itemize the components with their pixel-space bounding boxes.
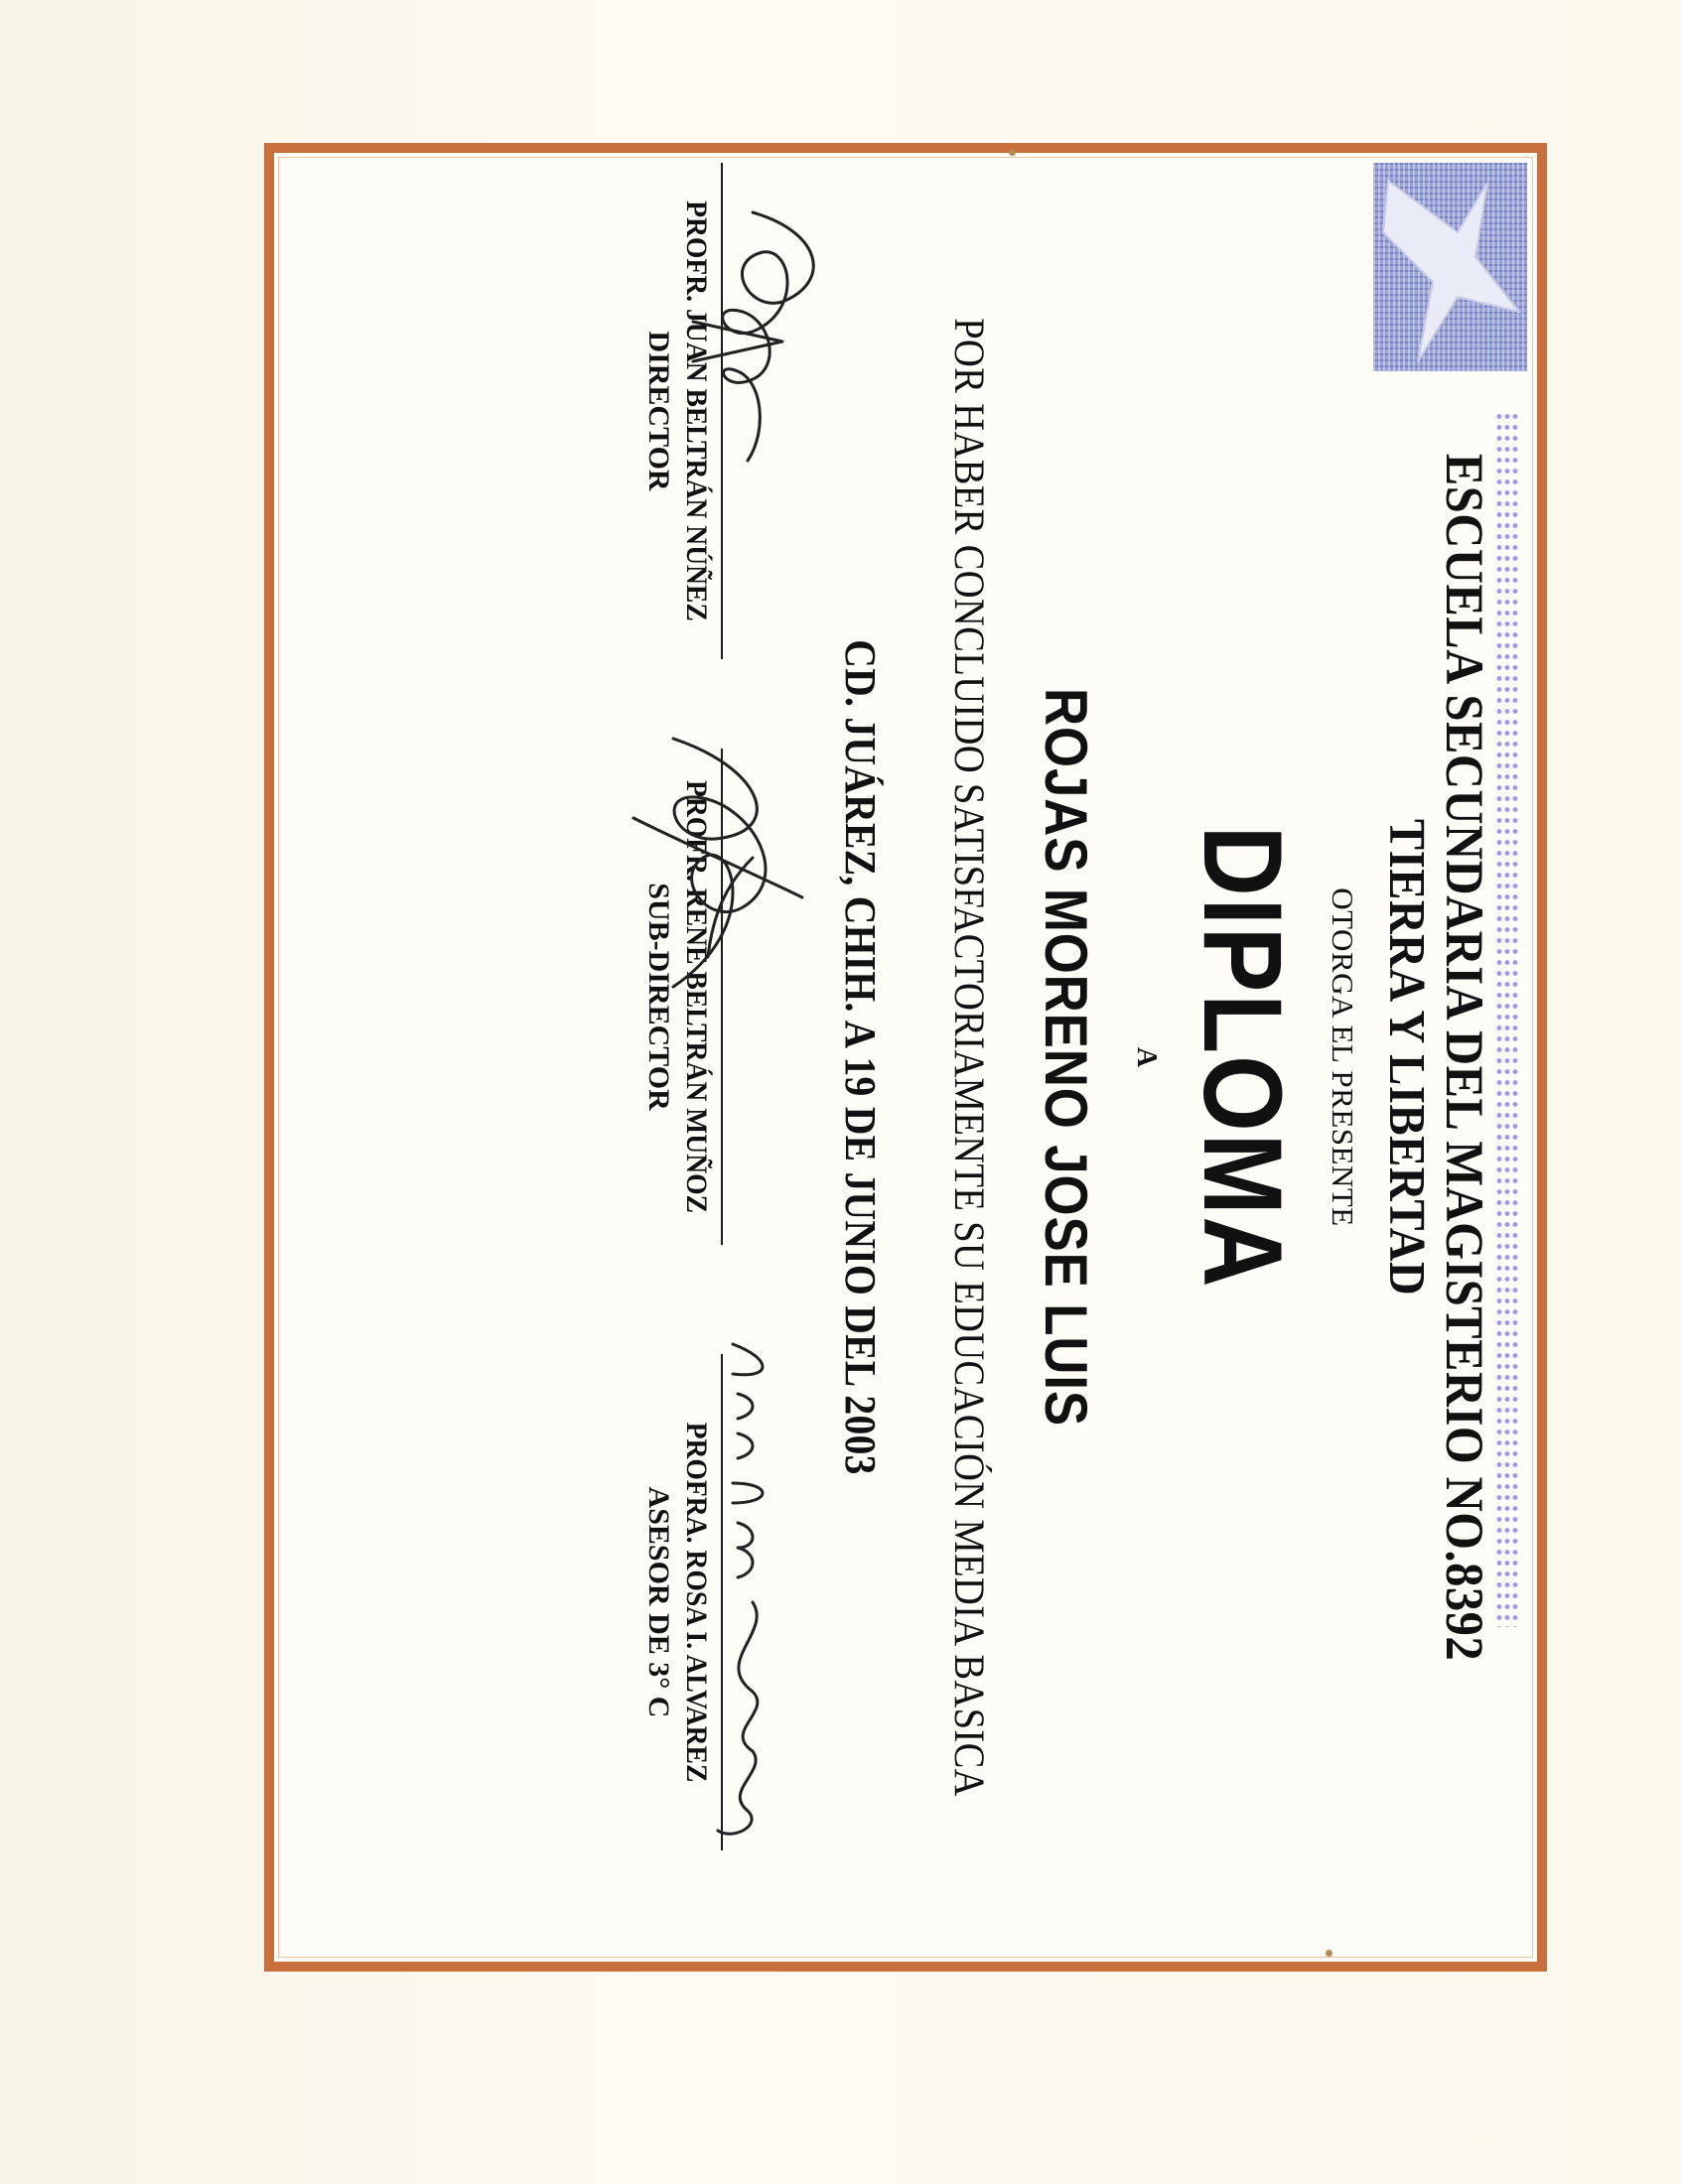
signatory-name: PROFR. RENE BELTRÁN MUÑOZ xyxy=(680,779,713,1214)
signatory-role: SUB-DIRECTOR xyxy=(642,883,675,1111)
signatory-role: ASESOR DE 3° C xyxy=(642,1486,675,1718)
school-motto: TIERRA Y LIBERTAD xyxy=(1378,818,1435,1297)
preposition-text: A xyxy=(1131,1046,1162,1068)
reason-text: POR HABER CONCLUIDO SATISFACTORIAMENTE SU EDUCACIÓN MEDIA BASICA xyxy=(945,318,992,1797)
signature-block-subdirector xyxy=(641,739,723,1255)
diploma-content xyxy=(274,153,1537,1962)
decorative-dotted-bar xyxy=(1495,411,1519,1627)
place-date: CD. JUÁREZ, CHIH. A 19 DE JUNIO DEL 2003 xyxy=(836,639,885,1475)
signature-line xyxy=(721,163,723,659)
diploma-title: DIPLOMA xyxy=(1181,825,1305,1290)
presents-text: OTORGA EL PRESENTE xyxy=(1326,887,1360,1227)
paper-speck xyxy=(1326,1950,1332,1957)
signatory-name: PROFR. JUAN BELTRÁN NÚÑEZ xyxy=(680,201,713,621)
diploma-stage xyxy=(274,153,1537,1962)
signature-line xyxy=(721,749,723,1245)
signatory-name: PROFRA. ROSA I. ALVAREZ xyxy=(680,1422,713,1783)
signature-block-advisor xyxy=(641,1344,723,1860)
recipient-name: ROJAS MORENO JOSE LUIS xyxy=(1033,687,1099,1428)
school-name: ESCUELA SECUNDARIA DEL MAGISTERIO NO.8392 xyxy=(1435,453,1494,1662)
signature-block-director xyxy=(641,153,723,669)
signature-line xyxy=(721,1354,723,1850)
paper-speck xyxy=(1009,149,1016,156)
signatory-role: DIRECTOR xyxy=(642,331,675,491)
